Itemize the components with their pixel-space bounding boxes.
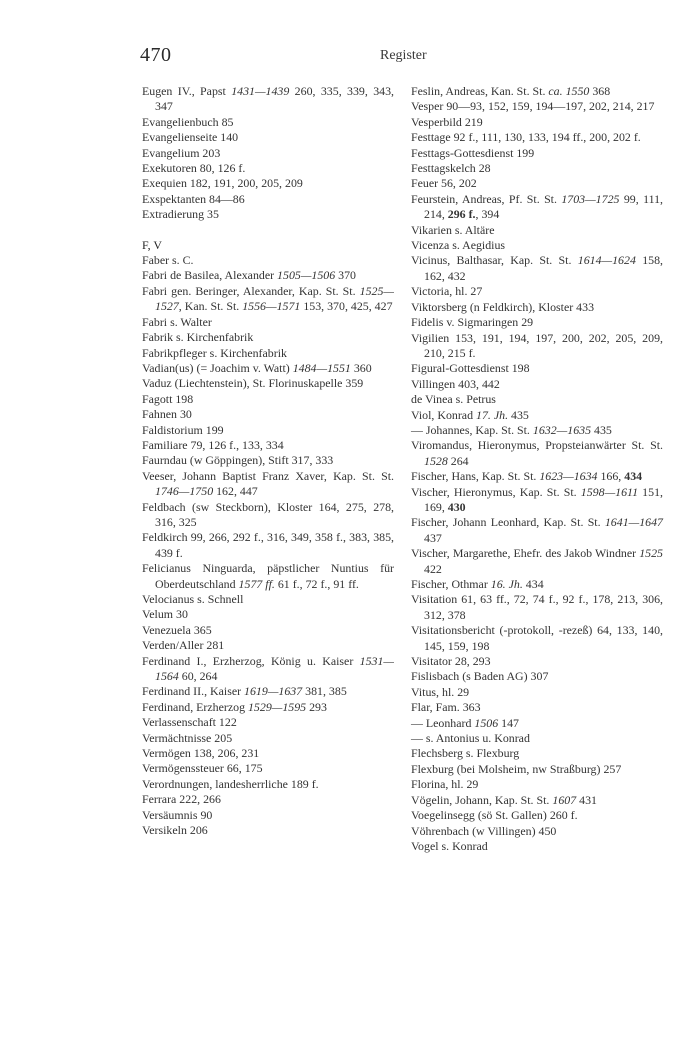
entry-date: 1577 ff.: [238, 576, 275, 591]
index-entry: [142, 700, 394, 715]
entry-text: Vikarien s. Altäre: [411, 222, 495, 237]
index-entry: [411, 685, 663, 700]
entry-text: Vögelin, Johann, Kap. St. St.: [411, 792, 553, 807]
index-entry: [411, 84, 663, 99]
entry-text: Exequien 182, 191, 200, 205, 209: [142, 176, 303, 191]
entry-date: 1506: [474, 715, 499, 730]
entry-date: 1531—1564: [155, 653, 394, 684]
entry-text: — Leonhard: [411, 715, 475, 730]
index-entry: [411, 423, 663, 438]
entry-text: Vicenza s. Aegidius: [411, 238, 506, 253]
index-entry: [142, 376, 394, 391]
entry-text: , Kan. St. St.: [178, 299, 243, 314]
entry-text: Familiare 79, 126 f., 133, 334: [142, 437, 284, 452]
index-entry: [411, 777, 663, 792]
page-number: 470: [140, 44, 172, 66]
entry-date: 1746—1750: [155, 484, 214, 499]
entry-text: Victoria, hl. 27: [411, 284, 483, 299]
entry-text: 60, 264: [178, 669, 218, 684]
index-entry: [411, 592, 663, 623]
entry-date: 1632—1635: [532, 422, 592, 437]
entry-text: 166,: [597, 469, 625, 484]
entry-date: 1641—1647: [604, 515, 663, 530]
index-entry: [411, 515, 663, 546]
entry-text: Eugen IV., Papst: [142, 84, 232, 98]
index-entry: [142, 284, 394, 315]
index-entry: [142, 638, 394, 653]
index-entry: [411, 331, 663, 362]
entry-date: 1525—1527: [155, 283, 394, 314]
index-entry: [142, 146, 394, 161]
index-entry: [142, 453, 394, 468]
entry-text: Vermögen 138, 206, 231: [142, 746, 260, 761]
section-heading: [142, 238, 394, 253]
entry-text: 158, 162, 432: [424, 253, 664, 283]
entry-text: Fischer, Johann Leonhard, Kap. St. St.: [411, 515, 605, 530]
index-entry: [142, 792, 394, 807]
entry-text: Feurstein, Andreas, Pf. St. St.: [411, 191, 562, 206]
entry-text: 260, 335, 339, 343, 347: [155, 84, 394, 114]
entry-text: Felicianus Ninguarda, päpstlicher Nuntius für Oberdeutschland: [142, 561, 394, 591]
index-entry: [411, 300, 663, 315]
entry-text: Evangelienseite 140: [142, 130, 239, 145]
entry-text: 434: [522, 577, 544, 591]
entry-date: 1505—1506: [277, 268, 336, 283]
entry-text: Fischer, Othmar: [411, 577, 491, 591]
index-entry: [142, 761, 394, 776]
entry-date: 1528: [424, 453, 448, 468]
entry-text: — s. Antonius u. Konrad: [411, 731, 530, 746]
entry-text: Flar, Fam. 363: [411, 700, 481, 715]
entry-text: Vesper 90—93, 152, 159, 194—197, 202, 214, 217: [411, 99, 655, 114]
index-entry: [142, 777, 394, 792]
entry-text: Viromandus, Hieronymus, Propsteianwärter St. St.: [411, 438, 663, 453]
entry-text: Fidelis v. Sigmaringen 29: [411, 315, 534, 330]
index-column-right: [411, 84, 663, 854]
entry-text: Feuer 56, 202: [411, 176, 477, 191]
index-entry: [142, 500, 394, 531]
index-entry: [142, 469, 394, 500]
entry-text: 61 f., 72 f., 91 ff.: [274, 576, 359, 591]
entry-text: Viol, Konrad: [411, 407, 477, 422]
entry-text: Visitation 61, 63 ff., 72, 74 f., 92 f., 178, 213, 306, 312, 378: [411, 592, 663, 622]
index-entry: [411, 176, 663, 191]
entry-text: Evangelienbuch 85: [142, 114, 234, 129]
entry-text: 435: [591, 422, 612, 437]
entry-text: Fabri s. Walter: [142, 314, 212, 329]
index-entry: [411, 808, 663, 823]
index-entry: [411, 115, 663, 130]
entry-date: 1607: [552, 792, 577, 807]
entry-text: Vesperbild 219: [411, 114, 483, 129]
entry-text: 437: [424, 530, 442, 545]
entry-text: Vischer, Margarethe, Ehefr. des Jakob Windner: [411, 546, 640, 561]
index-column-left: [142, 84, 394, 839]
entry-text: Veeser, Johann Baptist Franz Xaver, Kap. St. St.: [142, 468, 394, 483]
entry-text: Ferdinand II., Kaiser: [142, 684, 245, 699]
index-entry: [411, 192, 663, 223]
index-entry: [411, 99, 663, 114]
entry-text: Visitator 28, 293: [411, 654, 491, 669]
entry-text: Fischer, Hans, Kap. St. St.: [411, 469, 540, 484]
entry-text: Flexburg (bei Molsheim, nw Straßburg) 257: [411, 761, 622, 776]
index-entry: [411, 161, 663, 176]
entry-bold-ref: 430: [447, 499, 466, 514]
entry-text: Vadian(us) (= Joachim v. Watt): [142, 360, 293, 375]
index-entry: [411, 577, 663, 592]
entry-text: 99, 111, 214,: [424, 191, 663, 222]
index-entry: [411, 377, 663, 392]
index-entry: [411, 669, 663, 684]
index-entry: [142, 438, 394, 453]
entry-text: F, V: [142, 237, 162, 252]
entry-text: Feldkirch 99, 266, 292 f., 316, 349, 358 f., 383, 385, 439 f.: [142, 530, 394, 560]
index-entry: [142, 530, 394, 561]
index-entry: [411, 762, 663, 777]
entry-text: Fabrikpfleger s. Kirchenfabrik: [142, 345, 287, 360]
entry-text: 293: [306, 699, 327, 714]
index-entry: [411, 315, 663, 330]
entry-text: Vigilien 153, 191, 194, 197, 200, 202, 205, 209, 210, 215 f.: [411, 330, 663, 360]
entry-text: Fagott 198: [142, 391, 194, 406]
index-entry: [411, 438, 663, 469]
entry-text: Figural-Gottesdienst 198: [411, 361, 530, 376]
index-entry: [411, 469, 663, 484]
index-entry: [142, 746, 394, 761]
entry-text: Vermächtnisse 205: [142, 730, 233, 745]
index-entry: [411, 746, 663, 761]
index-entry: [411, 223, 663, 238]
entry-text: Fabrik s. Kirchenfabrik: [142, 330, 254, 345]
index-entry: [142, 315, 394, 330]
index-entry: [142, 207, 394, 222]
entry-text: Exekutoren 80, 126 f.: [142, 161, 246, 176]
entry-text: Faldistorium 199: [142, 422, 224, 437]
entry-text: Versäumnis 90: [142, 807, 213, 822]
entry-text: Extradierung 35: [142, 207, 219, 222]
entry-text: Visitationsbericht (-protokoll, -rezeß) 64, 133, 140, 145, 159, 198: [411, 623, 663, 653]
entry-date: 1703—1725: [561, 191, 620, 206]
entry-date: 1598—1611: [580, 484, 639, 499]
entry-text: — Johannes, Kap. St. St.: [411, 422, 533, 437]
entry-text: de Vinea s. Petrus: [411, 392, 496, 407]
entry-text: Fahnen 30: [142, 407, 192, 422]
index-entry: [142, 392, 394, 407]
index-entry: [142, 346, 394, 361]
index-entry: [142, 684, 394, 699]
entry-text: 147: [498, 715, 519, 730]
entry-text: Verden/Aller 281: [142, 638, 225, 653]
entry-text: Evangelium 203: [142, 145, 221, 160]
index-entry: [411, 731, 663, 746]
entry-date: 1525: [639, 546, 663, 561]
entry-text: Festtage 92 f., 111, 130, 133, 194 ff., 200, 202 f.: [411, 130, 641, 145]
entry-text: Ferdinand I., Erzherzog, König u. Kaiser: [142, 653, 360, 668]
index-entry: [142, 330, 394, 345]
entry-text: Exspektanten 84—86: [142, 191, 245, 206]
entry-text: Vermögenssteuer 66, 175: [142, 761, 263, 776]
index-entry: [411, 408, 663, 423]
entry-text: Villingen 403, 442: [411, 376, 500, 391]
entry-text: 422: [424, 561, 442, 576]
entry-text: Ferrara 222, 266: [142, 792, 221, 807]
entry-text: Florina, hl. 29: [411, 777, 479, 792]
entry-text: Velum 30: [142, 607, 188, 622]
entry-text: 151, 169,: [424, 484, 663, 514]
entry-text: Voegelinsegg (sö St. Gallen) 260 f.: [411, 808, 578, 823]
index-entry: [142, 808, 394, 823]
running-head: Register: [380, 48, 427, 63]
entry-text: 153, 370, 425, 427: [300, 299, 393, 314]
entry-text: 435: [508, 407, 529, 422]
index-entry: [411, 700, 663, 715]
index-entry: [142, 115, 394, 130]
entry-text: 381, 385: [302, 684, 347, 699]
index-entry: [142, 654, 394, 685]
index-entry: [411, 130, 663, 145]
entry-date: 17. Jh.: [476, 407, 509, 422]
entry-date: 1431—1439: [231, 84, 290, 98]
index-entry: [411, 654, 663, 669]
index-entry: [142, 361, 394, 376]
index-entry: [142, 84, 394, 115]
index-entry: [142, 268, 394, 283]
entry-text: Vogel s. Konrad: [411, 838, 488, 853]
entry-text: Vischer, Hieronymus, Kap. St. St.: [411, 484, 581, 499]
index-entry: [411, 361, 663, 376]
entry-text: Festtagskelch 28: [411, 161, 491, 176]
index-entry: [142, 623, 394, 638]
entry-date: 1484—1551: [292, 360, 351, 375]
index-entry: [411, 824, 663, 839]
entry-text: Feldbach (sw Steckborn), Kloster 164, 275, 278, 316, 325: [142, 499, 394, 529]
entry-text: Fabri gen. Beringer, Alexander, Kap. St. St.: [142, 283, 360, 298]
entry-text: Venezuela 365: [142, 622, 212, 637]
entry-text: Velocianus s. Schnell: [142, 592, 244, 606]
index-entry: [411, 793, 663, 808]
entry-text: Vaduz (Liechtenstein), St. Florinuskapelle 359: [142, 376, 364, 391]
index-entry: [142, 130, 394, 145]
index-entry: [411, 146, 663, 161]
index-entry: [411, 623, 663, 654]
index-entry: [142, 423, 394, 438]
index-entry: [411, 546, 663, 577]
index-entry: [142, 161, 394, 176]
index-entry: [411, 238, 663, 253]
index-entry: [142, 731, 394, 746]
entry-date: 1556—1571: [242, 299, 301, 314]
entry-text: 370: [335, 268, 356, 283]
index-entry: [142, 192, 394, 207]
index-entry: [411, 485, 663, 516]
index-entry: [142, 715, 394, 730]
entry-text: Vicinus, Balthasar, Kap. St. St.: [411, 253, 578, 268]
index-entry: [142, 253, 394, 268]
entry-date: 1623—1634: [539, 469, 598, 484]
entry-text: 162, 447: [213, 484, 258, 499]
entry-text: Viktorsberg (n Feldkirch), Kloster 433: [411, 299, 595, 314]
entry-text: Flechsberg s. Flexburg: [411, 746, 520, 761]
index-entry: [142, 176, 394, 191]
entry-text: Versikeln 206: [142, 823, 208, 838]
entry-date: 1529—1595: [247, 699, 307, 714]
entry-text: Faurndau (w Göppingen), Stift 317, 333: [142, 453, 334, 468]
index-entry: [411, 839, 663, 854]
index-entry: [142, 607, 394, 622]
entry-text: Feslin, Andreas, Kan. St. St.: [411, 84, 549, 98]
entry-text: Festtags-Gottesdienst 199: [411, 145, 535, 160]
index-entry: [142, 823, 394, 838]
entry-text: 264: [447, 453, 469, 468]
index-entry: [142, 592, 394, 607]
entry-text: 368: [589, 84, 611, 98]
index-entry: [411, 392, 663, 407]
entry-text: Verordnungen, landesherrliche 189 f.: [142, 776, 319, 791]
entry-bold-ref: 434: [624, 469, 643, 484]
entry-text: 431: [576, 792, 597, 807]
index-entry: [411, 716, 663, 731]
entry-text: Fislisbach (s Baden AG) 307: [411, 669, 549, 684]
entry-date: 16. Jh.: [490, 577, 523, 591]
index-entry: [411, 284, 663, 299]
entry-text: Vitus, hl. 29: [411, 684, 470, 699]
entry-text: Faber s. C.: [142, 253, 194, 268]
entry-text: Ferdinand, Erzherzog: [142, 699, 248, 714]
entry-date: ca. 1550: [548, 84, 590, 98]
index-entry: [142, 407, 394, 422]
index-entry: [142, 561, 394, 592]
entry-bold-ref: 296 f.: [447, 207, 476, 222]
entry-text: Verlassenschaft 122: [142, 715, 237, 730]
entry-text: Fabri de Basilea, Alexander: [142, 268, 278, 283]
entry-text: 360: [350, 360, 372, 375]
entry-text: , 394: [475, 207, 500, 222]
index-entry: [411, 253, 663, 284]
entry-date: 1614—1624: [577, 253, 636, 268]
entry-text: Vöhrenbach (w Villingen) 450: [411, 823, 557, 838]
entry-date: 1619—1637: [244, 684, 303, 699]
